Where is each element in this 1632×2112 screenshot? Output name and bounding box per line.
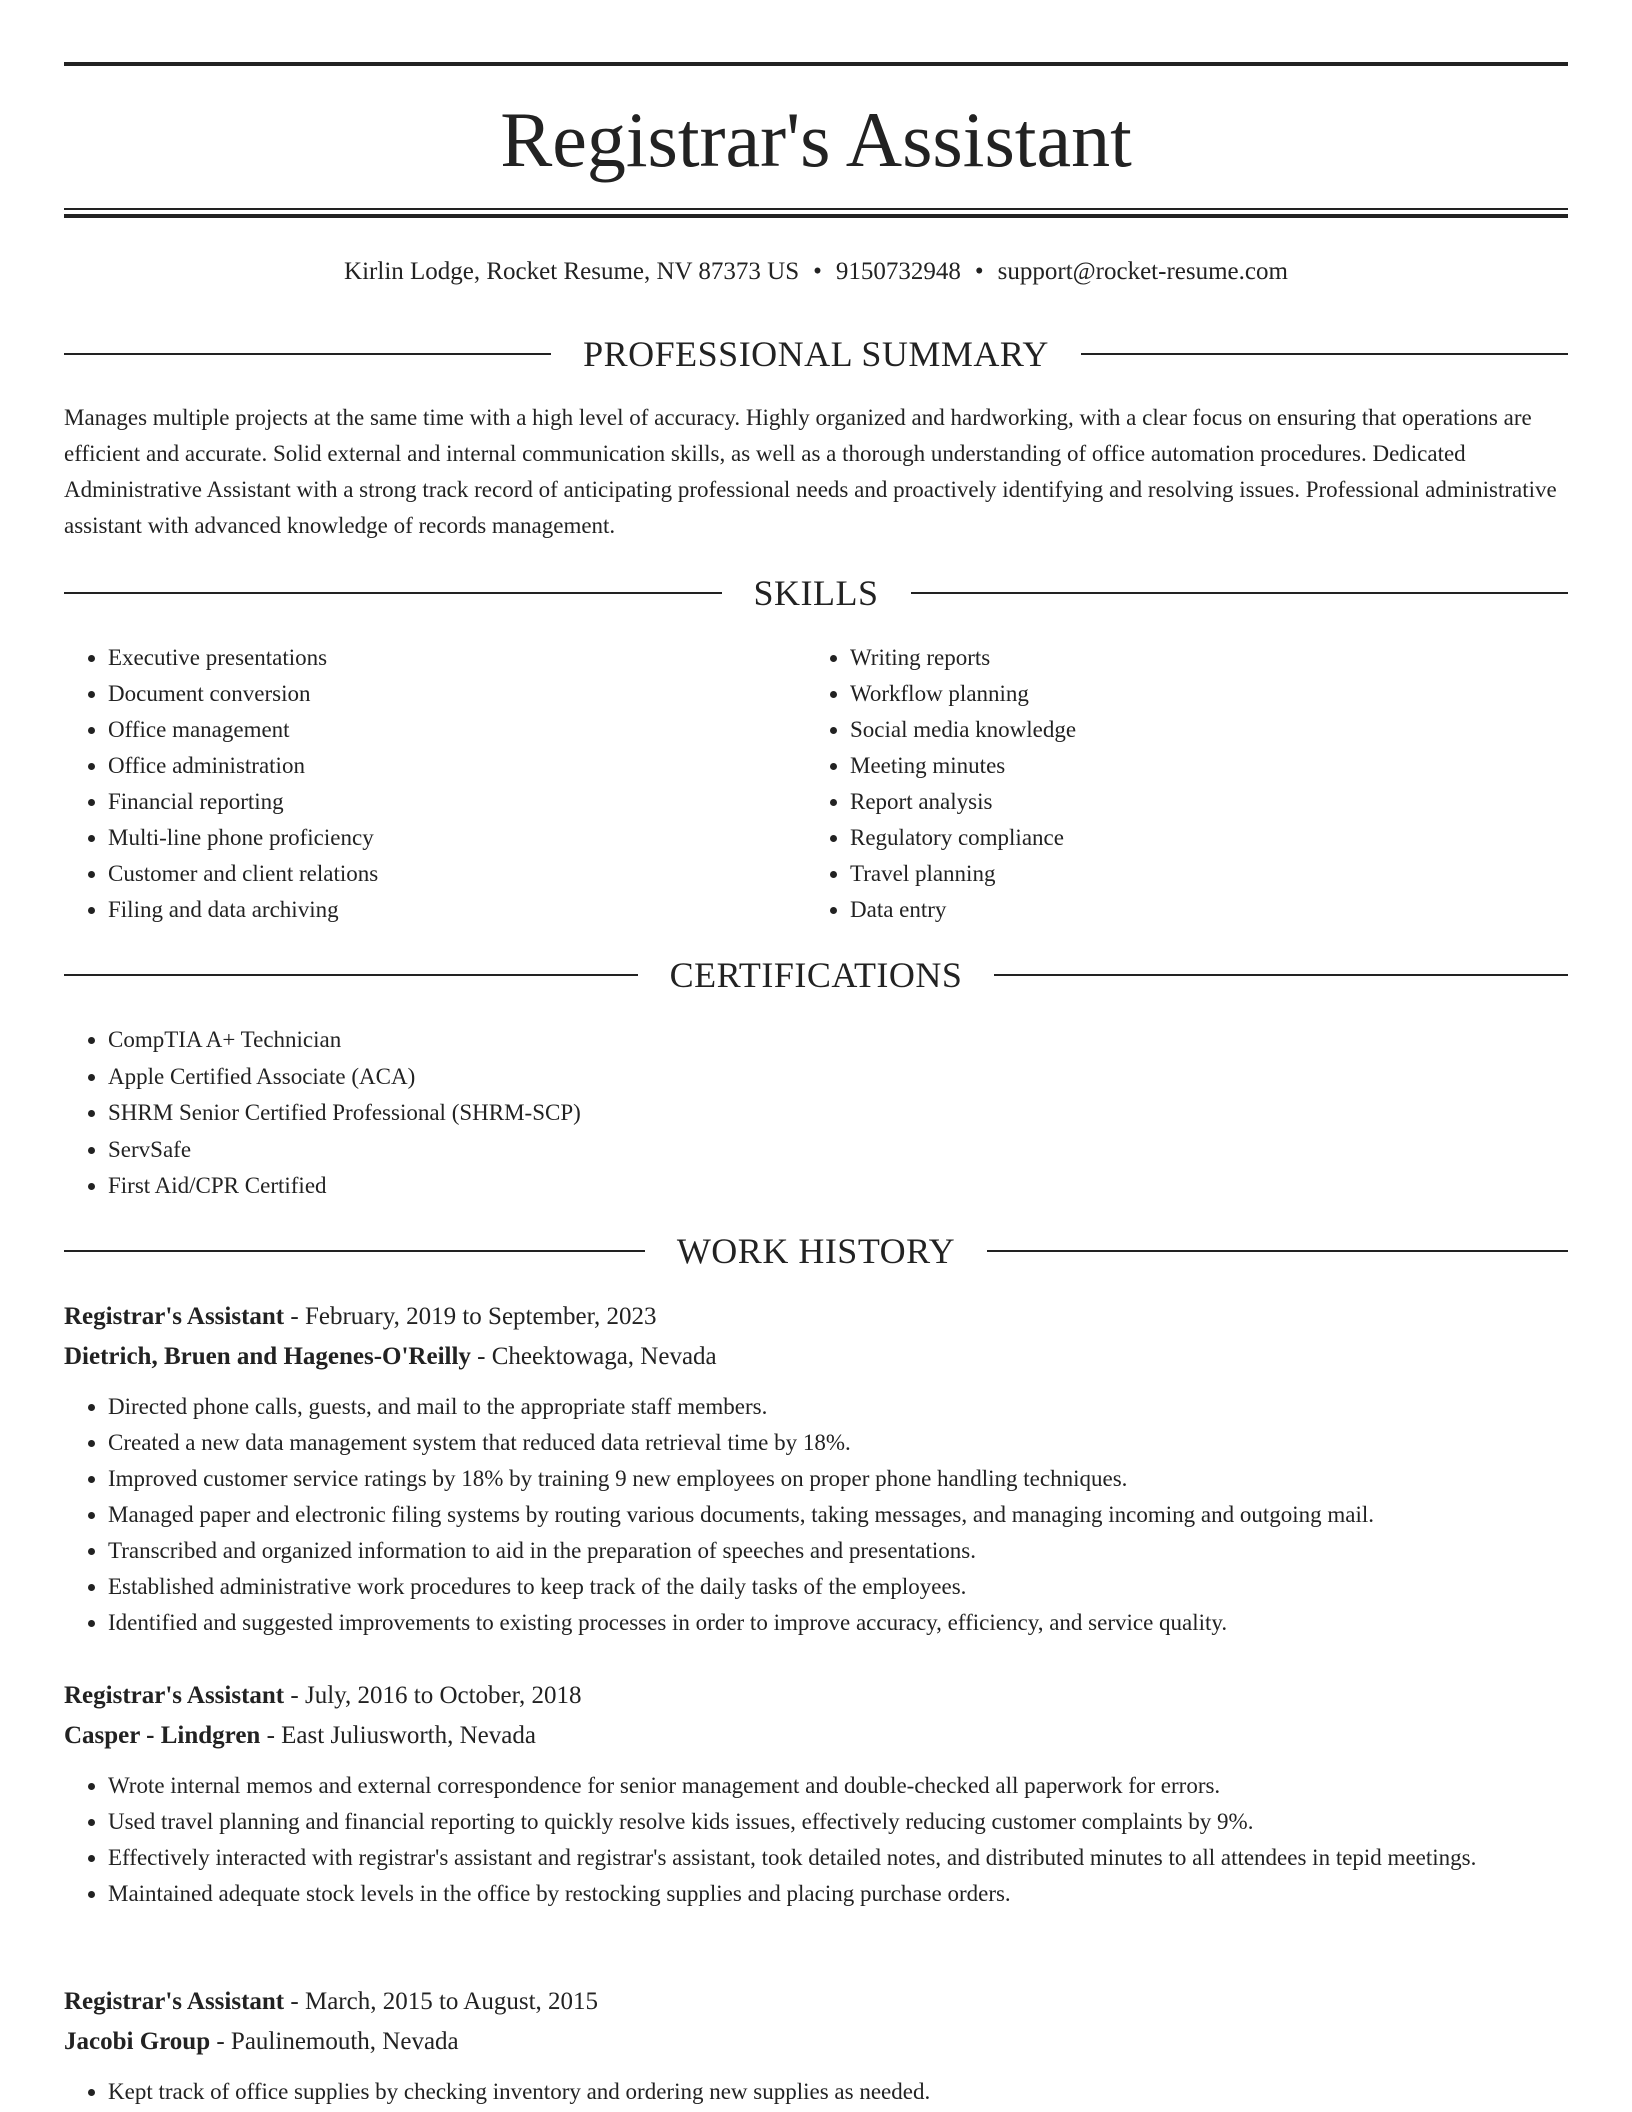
- summary-text: Manages multiple projects at the same time with a high level of accuracy. Highly organized and hardworking, with a clear focus on ensuring that operations are efficient and accurate. Solid external and internal communication skills, as well as a thorough understanding of office automation procedures. Dedicated Administrative Assistant with a strong track record of anticipating professional needs and proactively identifying and resolving issues. Professional administrative assistant with advanced knowledge of records management.: [64, 405, 1557, 538]
- section-header-summary: [64, 332, 1568, 376]
- job-heading: Registrar's Assistant - February, 2019 to September, 2023: [64, 1303, 657, 1330]
- contact-separator: •: [813, 258, 822, 285]
- job-dates: July, 2016 to October, 2018: [304, 1682, 582, 1709]
- section-title-work: WORK HISTORY: [676, 1231, 956, 1271]
- skills-list-left: [64, 640, 378, 928]
- job-title: Registrar's Assistant: [64, 1988, 285, 2015]
- section-divider: [64, 353, 551, 355]
- section-header-work: [64, 1229, 1568, 1273]
- section-divider: [64, 592, 722, 594]
- list-item: • Improved customer service ratings by 18% by training 9 new employees on proper phone handling techniques.: [108, 1461, 1568, 1497]
- job-dates: March, 2015 to August, 2015: [304, 1988, 599, 2015]
- job-company: Casper - Lindgren: [64, 1722, 261, 1749]
- title-rule-lower: [64, 214, 1568, 218]
- list-item: • Used travel planning and financial reporting to quickly resolve kids issues, effectively reducing customer complaints by 9%.: [108, 1804, 1568, 1840]
- list-item: • First Aid/CPR Certified: [108, 1168, 581, 1205]
- job-entry: [64, 1678, 1568, 1912]
- contact-address: Kirlin Lodge, Rocket Resume, NV 87373 US: [344, 258, 800, 285]
- section-divider: [911, 592, 1569, 594]
- section-header-certifications: [64, 953, 1568, 997]
- list-item: • Writing reports: [850, 640, 1076, 676]
- list-item: • Document conversion: [108, 676, 378, 712]
- list-item: • Travel planning: [850, 856, 1076, 892]
- section-divider: [1081, 353, 1568, 355]
- job-heading: Registrar's Assistant - July, 2016 to October, 2018: [64, 1682, 582, 1709]
- top-rule: [64, 62, 1568, 66]
- list-item: • Office management: [108, 712, 378, 748]
- list-item: • Kept track of office supplies by checking inventory and ordering new supplies as needed.: [108, 2074, 1568, 2110]
- list-item: • Meeting minutes: [850, 748, 1076, 784]
- list-item: • Effectively interacted with registrar's assistant and registrar's assistant, took detailed notes, and distributed minutes to all attendees in tepid meetings.: [108, 1840, 1568, 1876]
- job-entry: [64, 1299, 1568, 1641]
- job-duties-list: [64, 2074, 1568, 2110]
- list-item: • Maintained adequate stock levels in the office by restocking supplies and placing purchase orders.: [108, 1876, 1568, 1912]
- contact-phone: 9150732948: [835, 258, 961, 285]
- list-item: • Regulatory compliance: [850, 820, 1076, 856]
- section-divider: [994, 974, 1568, 976]
- job-duties-list: [64, 1389, 1568, 1641]
- job-location: Cheektowaga, Nevada: [491, 1343, 717, 1370]
- list-item: • Apple Certified Associate (ACA): [108, 1059, 581, 1096]
- job-heading: Registrar's Assistant - March, 2015 to August, 2015: [64, 1988, 599, 2015]
- list-item: • Managed paper and electronic filing systems by routing various documents, taking messages, and managing incoming and outgoing mail.: [108, 1497, 1568, 1533]
- section-title-summary: PROFESSIONAL SUMMARY: [583, 334, 1049, 374]
- list-item: • Workflow planning: [850, 676, 1076, 712]
- skills-list-right: [806, 640, 1076, 928]
- section-header-skills: [64, 571, 1568, 615]
- title-rule-upper: [64, 208, 1568, 210]
- job-title: Registrar's Assistant: [64, 1303, 285, 1330]
- contact-email[interactable]: support@rocket-resume.com: [997, 258, 1288, 285]
- page-title: Registrar's Assistant: [500, 96, 1132, 183]
- section-title-certifications: CERTIFICATIONS: [669, 955, 963, 995]
- list-item: • Created a new data management system that reduced data retrieval time by 18%.: [108, 1425, 1568, 1461]
- job-location: East Juliusworth, Nevada: [281, 1722, 536, 1749]
- job-duties-list: [64, 1768, 1568, 1912]
- list-item: • SHRM Senior Certified Professional (SHRM-SCP): [108, 1095, 581, 1132]
- list-item: • Identified and suggested improvements to existing processes in order to improve accuracy, efficiency, and service quality.: [108, 1605, 1568, 1641]
- job-employer: Dietrich, Bruen and Hagenes-O'Reilly - Cheektowaga, Nevada: [64, 1343, 717, 1370]
- job-location: Paulinemouth, Nevada: [230, 2028, 459, 2055]
- list-item: • Office administration: [108, 748, 378, 784]
- list-item: • Wrote internal memos and external correspondence for senior management and double-checked all paperwork for errors.: [108, 1768, 1568, 1804]
- section-title-skills: SKILLS: [753, 573, 879, 613]
- job-employer: Jacobi Group - Paulinemouth, Nevada: [64, 2028, 459, 2055]
- list-item: • CompTIA A+ Technician: [108, 1022, 581, 1059]
- list-item: • Data entry: [850, 892, 1076, 928]
- list-item: • Filing and data archiving: [108, 892, 378, 928]
- list-item: • Customer and client relations: [108, 856, 378, 892]
- section-divider: [987, 1250, 1568, 1252]
- job-dates: February, 2019 to September, 2023: [304, 1303, 657, 1330]
- list-item: • Social media knowledge: [850, 712, 1076, 748]
- job-company: Dietrich, Bruen and Hagenes-O'Reilly: [64, 1343, 471, 1370]
- list-item: • Executive presentations: [108, 640, 378, 676]
- job-entry: [64, 1984, 1568, 2110]
- list-item: • Report analysis: [850, 784, 1076, 820]
- section-divider: [64, 1250, 645, 1252]
- list-item: • Directed phone calls, guests, and mail to the appropriate staff members.: [108, 1389, 1568, 1425]
- job-company: Jacobi Group: [64, 2028, 211, 2055]
- list-item: • Established administrative work procedures to keep track of the daily tasks of the employees.: [108, 1569, 1568, 1605]
- job-employer: Casper - Lindgren - East Juliusworth, Nevada: [64, 1722, 536, 1749]
- job-title: Registrar's Assistant: [64, 1682, 285, 1709]
- section-divider: [64, 974, 638, 976]
- certifications-list: [64, 1022, 581, 1205]
- contact-separator: •: [974, 258, 984, 285]
- list-item: • Transcribed and organized information to aid in the preparation of speeches and presentations.: [108, 1533, 1568, 1569]
- list-item: • Multi-line phone proficiency: [108, 820, 378, 856]
- list-item: • ServSafe: [108, 1132, 581, 1169]
- list-item: • Financial reporting: [108, 784, 378, 820]
- contact-line: [64, 254, 1568, 290]
